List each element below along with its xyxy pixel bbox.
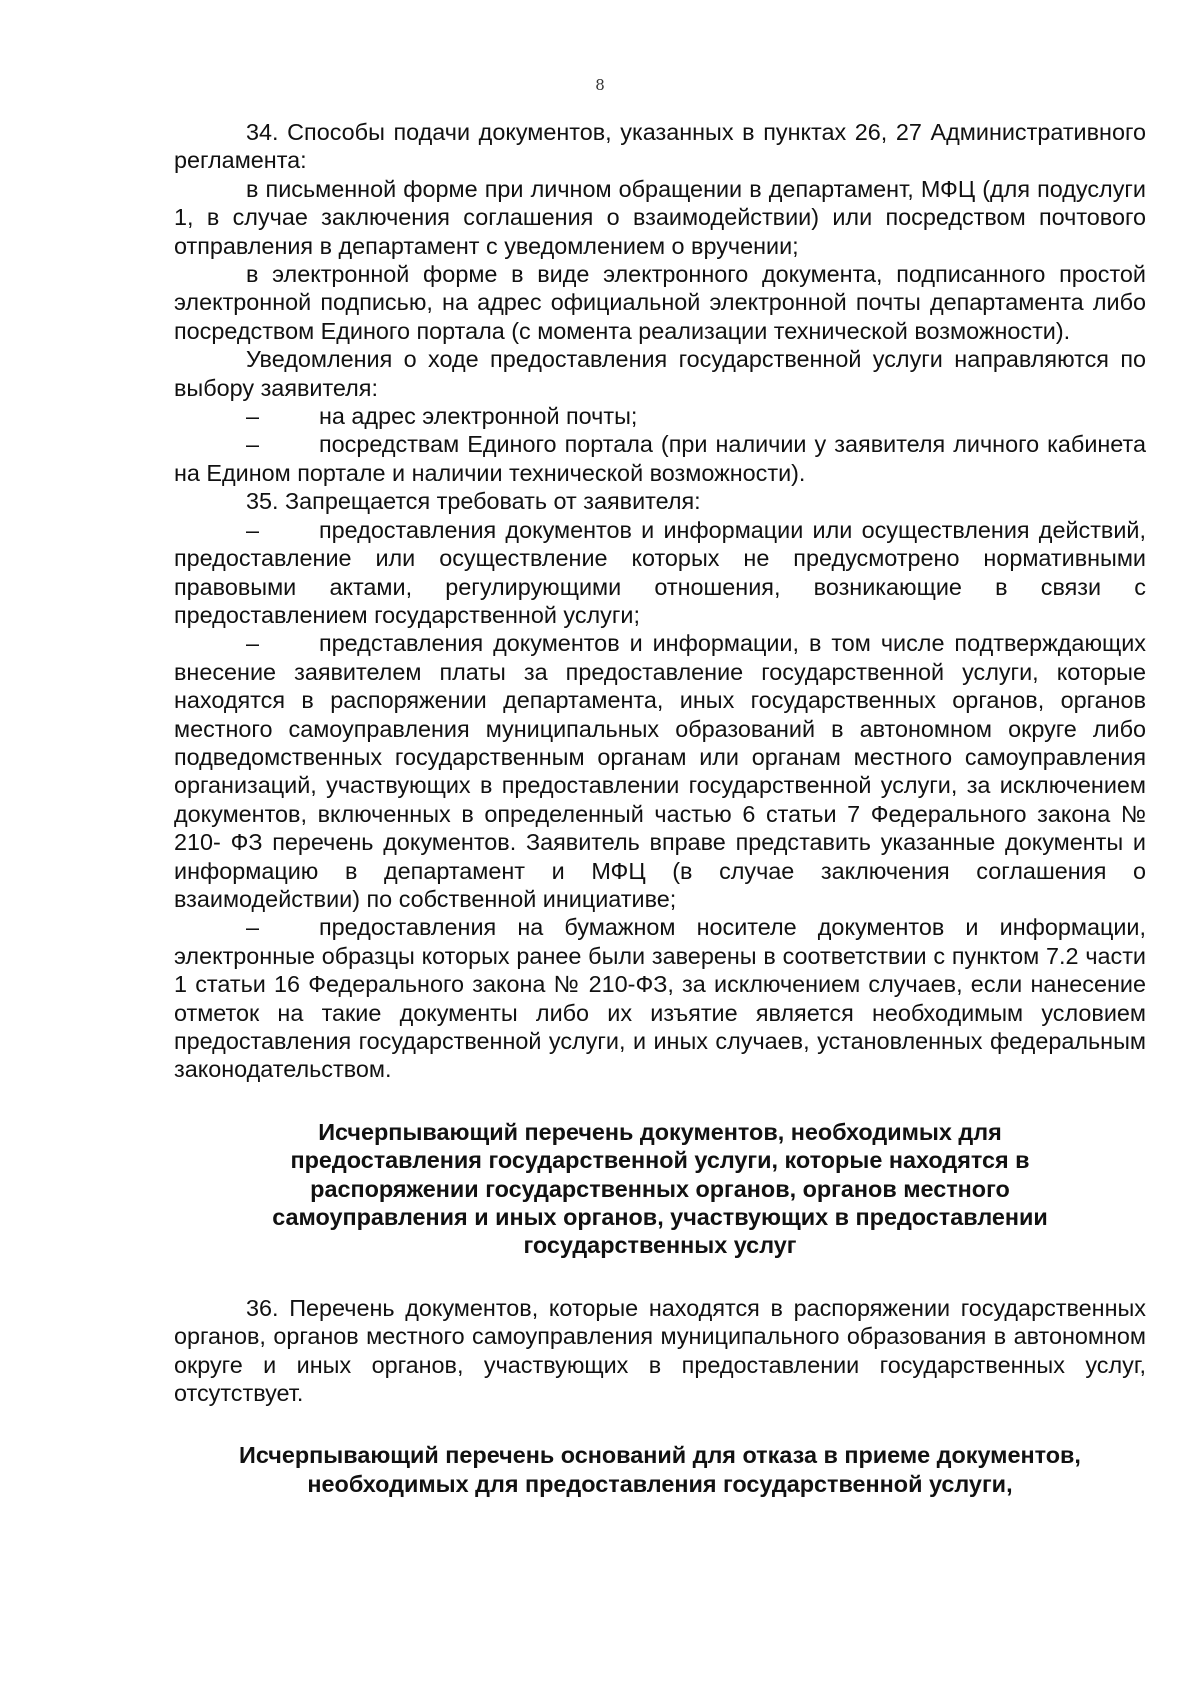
paragraph-35-intro: 35. Запрещается требовать от заявителя: <box>246 488 701 515</box>
heading-line: предоставления государственной услуги, которые находятся в <box>290 1147 1030 1174</box>
dash-marker: – <box>246 516 260 543</box>
heading-line: государственных услуг <box>523 1232 797 1259</box>
list-item-text: представления документов и информации, в том числе подтверждающих внесение заявителем платы за предоставление государственной услуги, которые находятся в распоряжении департамента, иных государственных органов, органов местного самоуправления муниципальных образований в автономном округе либо подведомственных государственным органам или органам местного самоуправления организаций, участвующих в предоставлении государственной услуги, за исключением документов, включенных в определенный частью 6 статьи 7 Федерального закона № 210- ФЗ перечень документов. Заявитель вправе представить указанные документы и информацию в департамент и МФЦ (в случае заключения соглашения о взаимодействии) по собственной инициативе; <box>174 630 1146 912</box>
page-number: 8 <box>595 76 605 94</box>
dash-marker: – <box>246 403 260 430</box>
document-body <box>174 118 1146 1498</box>
list-item <box>174 516 1146 630</box>
heading-line: необходимых для предоставления государственной услуги, <box>307 1470 1013 1497</box>
list-item <box>174 913 1146 1083</box>
dash-marker: – <box>246 431 260 458</box>
paragraph-34-electronic-form: в электронной форме в виде электронного документа, подписанного простой электронной подписью, на адрес официальной электронной почты департамента либо посредством Единого портала (с момента реализации технической возможности). <box>174 261 1146 344</box>
heading-line: распоряжении государственных органов, органов местного <box>310 1175 1010 1202</box>
list-item <box>174 402 1146 430</box>
dash-marker: – <box>246 914 260 941</box>
dash-marker: – <box>246 630 260 657</box>
paragraph-36: 36. Перечень документов, которые находятся в распоряжении государственных органов, органов местного самоуправления муниципального образования в автономном округе и иных органов, участвующих в предоставлении государственных услуг, отсутствует. <box>174 1294 1146 1407</box>
paragraph-34-written-form: в письменной форме при личном обращении в департамент, МФЦ (для подуслуги 1, в случае заключения соглашения о взаимодействии) или посредством почтового отправления в департамент с уведомлением о вручении; <box>174 175 1146 259</box>
list-item <box>174 430 1146 487</box>
heading-line: самоуправления и иных органов, участвующих в предоставлении <box>272 1204 1048 1231</box>
section-heading-documents-list <box>174 1118 1146 1260</box>
list-item-text: на адрес электронной почты; <box>319 403 638 430</box>
list-item-text: предоставления на бумажном носителе документов и информации, электронные образцы которых ранее были заверены в соответствии с пунктом 7.2 части 1 статьи 16 Федерального закона № 210-ФЗ, за исключением случаев, если нанесение отметок на такие документы либо их изъятие является необходимым условием предоставления государственной услуги, и иных случаев, установленных федеральным законодательством. <box>174 914 1146 1083</box>
list-item-text: предоставления документов и информации или осуществления действий, предоставление или осуществление которых не предусмотрено нормативными правовыми актами, регулирующими отношения, возникающие в связи с предоставлением государственной услуги; <box>174 516 1146 628</box>
heading-line: Исчерпывающий перечень оснований для отказа в приеме документов, <box>239 1442 1081 1469</box>
heading-line: Исчерпывающий перечень документов, необходимых для <box>318 1118 1002 1145</box>
list-item-text: посредствам Единого портала (при наличии у заявителя личного кабинета на Едином портале и наличии технической возможности). <box>174 431 1146 486</box>
paragraph-34-notifications: Уведомления о ходе предоставления государственной услуги направляются по выбору заявителя: <box>174 346 1146 401</box>
section-heading-refusal-grounds <box>174 1441 1146 1498</box>
paragraph-34-intro: 34. Способы подачи документов, указанных в пунктах 26, 27 Административного регламента: <box>174 119 1146 174</box>
list-item <box>174 629 1146 913</box>
